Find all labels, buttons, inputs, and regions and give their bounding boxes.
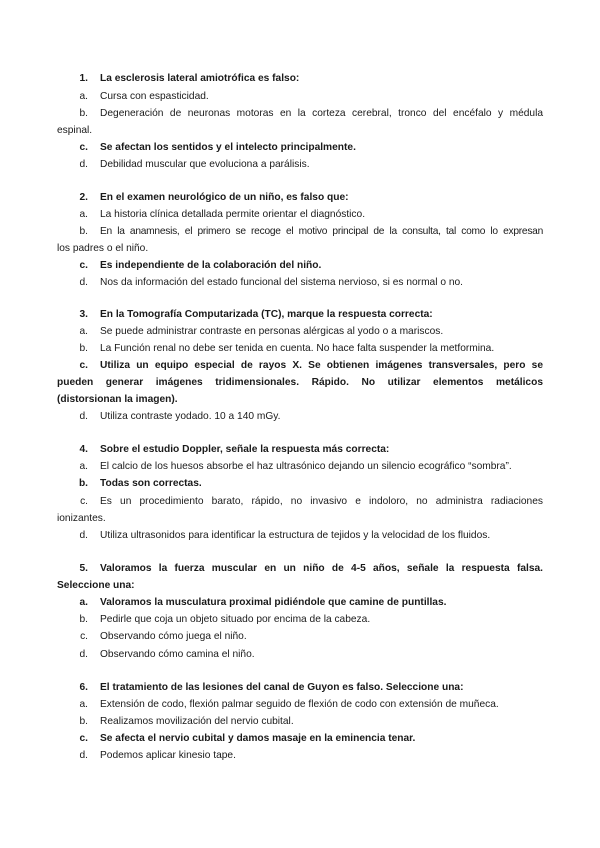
- document-page: 1. La esclerosis lateral amiotrófica es falso: a. Cursa con espasticidad. b. Degeneración de neuronas motoras en la corteza cerebral, tronco del encéfalo y médula espinal. c. Se afectan los sentidos y el intelecto principalmente. d. Debilidad muscular que evoluciona a parálisis. 2. En el examen neurológico de un niño, es falso que: a. La historia clínica detallada permite orientar el diagnóstico. b. En la anamnesis, el primero se recoge el motivo principal de la consulta, tal como lo expresan los padres o el niño. c. Es independiente de la colaboración del niño. d. Nos da información del estado funcional del sistema nervioso, si es normal o no. 3. En la Tomografía Computarizada (TC), marque la respuesta correcta: a. Se puede administrar contraste en personas alérgicas al yodo o a mariscos. b. La Función renal no debe ser tenida en cuenta. No hace falta suspender la metformina. c. Utiliza un equipo especial de rayos X. Se obtienen imágenes transversales, pero se pueden generar imágenes tridimensionales. Rápido. No utilizar elementos metálicos (distorsionan la imagen). d. Utiliza contraste yodado. 10 a 140 mGy. 4. Sobre el estudio Doppler, señale la respuesta más correcta: a. El calcio de los huesos absorbe el haz ultrasónico dejando un silencio ecográfico “sombra”. b. Todas son correctas. c. Es un procedimiento barato, rápido, no invasivo e indoloro, no administra radiaciones ionizantes. d. Utiliza ultrasonidos para identificar la estructura de tejidos y la velocidad de los fluidos. 5. Valoramos la fuerza muscular en un niño de 4-5 años, señale la respuesta falsa. Seleccione una: a. Valoramos la musculatura proximal pidiéndole que camine de puntillas. b. Pedirle que coja un objeto situado por encima de la cabeza. c. Observando cómo juega el niño. d. Observando cómo camina el niño. 6. El tratamiento de las lesiones del canal de Guyon es falso. Seleccione una: a. Extensión de codo, flexión palmar seguido de flexión de codo con extensión de muñeca. b. Realizamos movilización del nervio cubital. c. Se afecta el nervio cubital y damos masaje en la eminencia tenar. d. Podemos aplicar kinesio tape.: [57, 73, 543, 761]
